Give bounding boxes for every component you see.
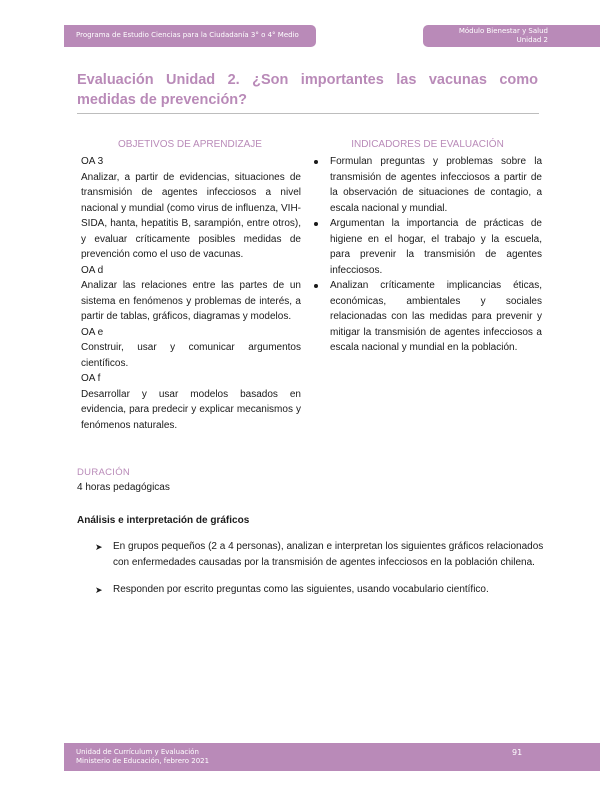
objective-code: OA d [81,264,104,276]
header-program-text: Programa de Estudio Ciencias para la Ciudadanía 3° o 4° Medio [76,31,299,39]
footer-bar [64,743,600,771]
objectives-heading: OBJETIVOS DE APRENDIZAJE [118,139,262,150]
section-title: Análisis e interpretación de gráficos [77,515,250,526]
objective-text: Analizar, a partir de evidencias, situaciones de transmisión de agentes infecciosos a nivel nacional y mundial (como virus de influenza, VIH-SIDA, hanta, hepatitis B, sarampión, entre otros), y evaluar críticamente posibles medidas de prevención como el uso de vacunas. [81,171,301,260]
page-number: 91 [512,748,523,757]
indicator-text: Formulan preguntas y problemas sobre la transmisión de agentes infecciosos a partir de la observación de situaciones de contagio, a escala nacional y mundial. [330,156,542,214]
title-divider [77,113,539,114]
indicator-item [314,154,542,216]
header-module-block [459,27,548,45]
duration-label: DURACIÓN [77,467,131,478]
indicators-list [314,154,542,356]
bullet-icon [314,284,318,288]
header-unit-text: Unidad 2 [516,36,548,44]
indicator-item [314,278,542,356]
page-title: Evaluación Unidad 2. ¿Son importantes las vacunas como medidas de prevención? [77,72,538,108]
activity-text: En grupos pequeños (2 a 4 personas), analizan e interpretan los siguientes gráficos relacionados con enfermedades causadas por la transmisión de agentes infecciosos en la población chilena. [113,541,544,568]
bullet-icon [314,160,318,164]
arrow-bullet-icon: ➤ [95,585,103,595]
objectives-column [81,154,301,433]
objective-code: OA 3 [81,156,104,167]
bullet-icon [314,222,318,226]
header-module-bar [423,25,600,47]
arrow-bullet-icon: ➤ [95,542,103,552]
indicators-heading: INDICADORES DE EVALUACIÓN [351,139,504,150]
duration-value: 4 horas pedagógicas [77,482,170,493]
indicator-text: Argumentan la importancia de prácticas de higiene en el hogar, el trabajo y la escuela, para prevenir la transmisión de agentes infecciosos. [330,218,542,276]
footer-text [76,748,209,766]
activity-item [95,539,545,571]
footer-line-2: Ministerio de Educación, febrero 2021 [76,757,210,765]
header-module-text: Módulo Bienestar y Salud [458,27,548,35]
activities-list [95,539,545,609]
objective-code: OA f [81,373,101,384]
objective-text: Analizar las relaciones entre las partes de un sistema en fenómenos y problemas de interés, a partir de tablas, gráficos, diagramas y modelos. [81,280,301,322]
header-program-bar [64,25,316,47]
indicator-item [314,216,542,278]
objective-code: OA e [81,326,104,338]
activity-item [95,582,545,598]
objective-text: Construir, usar y comunicar argumentos científicos. [81,342,301,369]
objective-text: Desarrollar y usar modelos basados en evidencia, para predecir y explicar mecanismos y fenómenos naturales. [81,388,301,431]
footer-line-1: Unidad de Currículum y Evaluación [76,748,199,756]
indicator-text: Analizan críticamente implicancias éticas, económicas, ambientales y sociales relacionadas con las medidas para prevenir y mitigar la transmisión de agentes infecciosos a escala nacional y mundial en la población. [330,280,542,353]
activity-text: Responden por escrito preguntas como las siguientes, usando vocabulario científico. [113,584,489,595]
